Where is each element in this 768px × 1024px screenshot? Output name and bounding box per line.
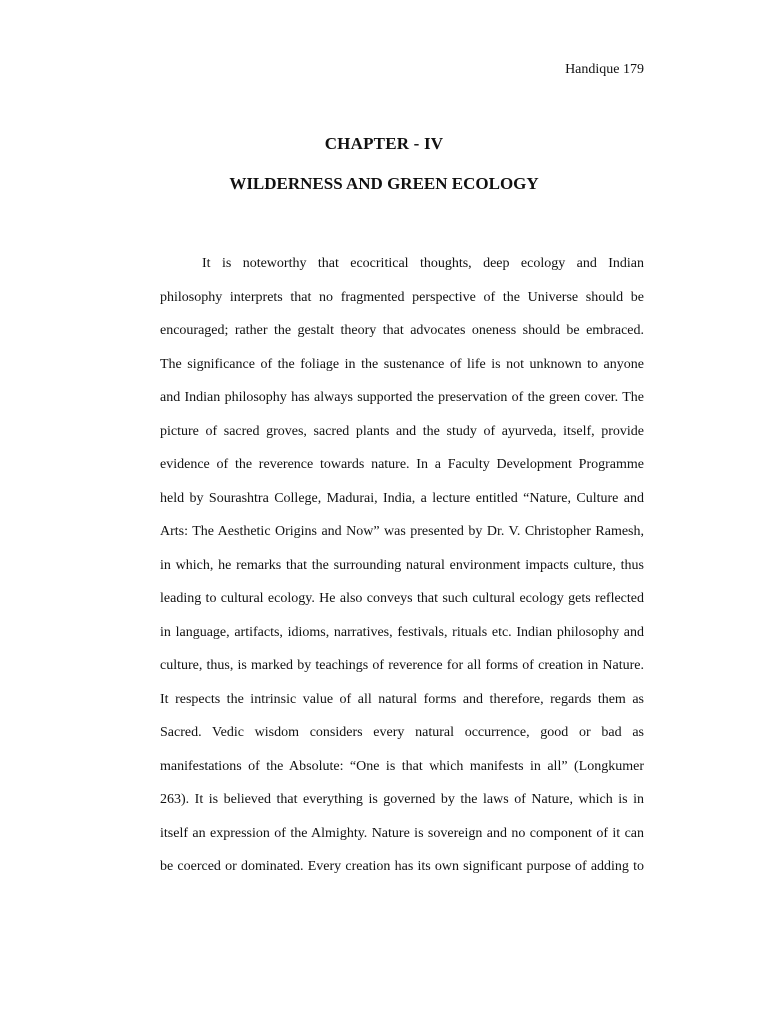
text-line: be coerced or dominated. Every creation has its own significant purpose of adding to	[160, 859, 644, 874]
text-line: encouraged; rather the gestalt theory that advocates oneness should be embraced.	[160, 323, 644, 338]
chapter-number: CHAPTER - IV	[324, 134, 444, 153]
text-line: It is noteworthy that ecocritical thoughts, deep ecology and Indian	[202, 256, 644, 271]
text-line: culture, thus, is marked by teachings of reverence for all forms of creation in Nature.	[160, 658, 644, 673]
text-line: The significance of the foliage in the sustenance of life is not unknown to anyone	[160, 356, 644, 372]
running-head: Handique 179	[565, 62, 644, 77]
text-line: and Indian philosophy has always supported the preservation of the green cover. The	[160, 390, 644, 405]
text-line: It respects the intrinsic value of all natural forms and therefore, regards them as	[160, 691, 644, 707]
body-paragraph	[160, 253, 644, 890]
text-line: in language, artifacts, idioms, narratives, festivals, rituals etc. Indian philosophy and	[160, 624, 644, 640]
text-line: in which, he remarks that the surrounding natural environment impacts culture, thus	[160, 557, 644, 573]
text-line: leading to cultural ecology. He also conveys that such cultural ecology gets reflected	[160, 591, 644, 606]
chapter-title: WILDERNESS AND GREEN ECOLOGY	[229, 174, 539, 193]
text-line: itself an expression of the Almighty. Nature is sovereign and no component of it can	[160, 825, 644, 841]
text-line: manifestations of the Absolute: “One is that which manifests in all” (Longkumer	[160, 758, 644, 774]
text-line: evidence of the reverence towards nature. In a Faculty Development Programme	[160, 457, 644, 472]
text-line: philosophy interprets that no fragmented perspective of the Universe should be	[160, 289, 644, 305]
text-line: 263). It is believed that everything is governed by the laws of Nature, which is in	[160, 792, 644, 807]
text-line: held by Sourashtra College, Madurai, India, a lecture entitled “Nature, Culture and	[160, 490, 644, 506]
text-line: picture of sacred groves, sacred plants and the study of ayurveda, itself, provide	[160, 423, 644, 439]
text-line: Sacred. Vedic wisdom considers every natural occurrence, good or bad as	[160, 725, 644, 740]
text-line: Arts: The Aesthetic Origins and Now” was presented by Dr. V. Christopher Ramesh,	[160, 524, 644, 539]
